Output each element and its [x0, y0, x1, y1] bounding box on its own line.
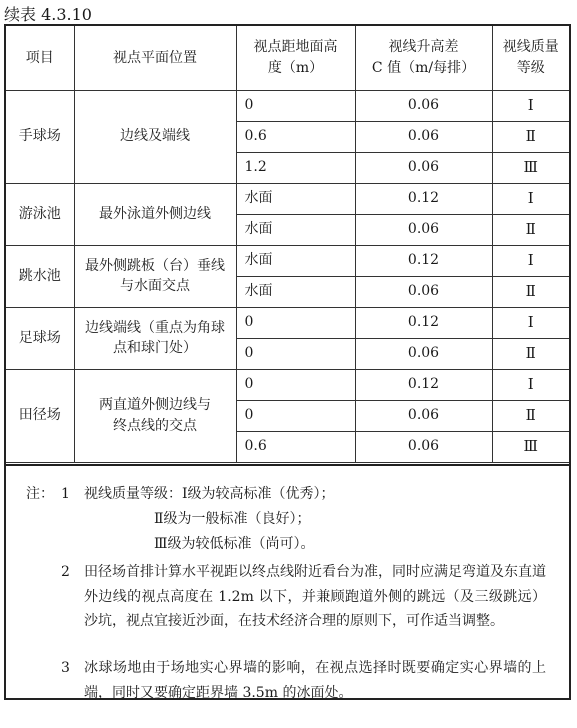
note-1-line3: Ⅲ级为较低标准（尚可）。: [154, 536, 315, 552]
position-cell: 最外泳道外侧边线: [74, 183, 236, 245]
note-1-number: 1: [61, 486, 70, 502]
grade-cell: Ⅱ: [492, 214, 569, 245]
grade-cell: Ⅱ: [492, 276, 569, 307]
grade-cell: Ⅱ: [492, 121, 569, 152]
header-height: 视点距地面高度（m）: [236, 26, 355, 90]
grade-cell: Ⅲ: [492, 152, 569, 183]
header-quality: 视线质量等级: [492, 26, 569, 90]
venue-cell: 田径场: [6, 369, 74, 462]
c-value-cell: 0.06: [355, 276, 492, 307]
c-value-cell: 0.12: [355, 183, 492, 214]
note-2-text: 田径场首排计算水平视距以终点线附近看台为准，同时应满足弯道及东直道外边线的视点高度在 1.2m 以下，并兼顾跑道外侧的跳远（及三级跳远）沙坑，视点宜接近沙面，在技术经济合理的原则下，可作适当调整。: [84, 564, 546, 629]
grade-cell: Ⅲ: [492, 431, 569, 462]
height-cell: 0: [236, 400, 355, 431]
notes-section: [6, 464, 569, 702]
grade-cell: Ⅰ: [492, 183, 569, 214]
c-value-cell: 0.06: [355, 214, 492, 245]
grade-cell: Ⅰ: [492, 245, 569, 276]
c-value-cell: 0.06: [355, 90, 492, 121]
height-cell: 0: [236, 369, 355, 400]
header-row: [6, 26, 569, 90]
c-value-cell: 0.12: [355, 307, 492, 338]
height-cell: 0: [236, 338, 355, 369]
header-c-value-line1: 视线升高差: [388, 39, 459, 56]
grade-cell: Ⅱ: [492, 400, 569, 431]
sightline-table: [6, 26, 569, 463]
height-cell: 0: [236, 307, 355, 338]
height-cell: 水面: [236, 276, 355, 307]
header-item: 项目: [6, 26, 74, 90]
note-1-line2: Ⅱ级为一般标准（良好）；: [154, 511, 311, 527]
sightline-table-frame: [4, 24, 571, 700]
height-cell: 0.6: [236, 431, 355, 462]
venue-cell: 手球场: [6, 90, 74, 183]
table-caption: 续表 4.3.10: [4, 5, 92, 24]
venue-cell: 足球场: [6, 307, 74, 369]
height-cell: 1.2: [236, 152, 355, 183]
c-value-cell: 0.06: [355, 431, 492, 462]
height-cell: 水面: [236, 183, 355, 214]
note-1-line1: 视线质量等级：Ⅰ级为较高标准（优秀）；: [84, 486, 335, 502]
position-cell: 边线端线（重点为角球点和球门处）: [74, 307, 236, 369]
table-row: [6, 307, 569, 338]
table-row: [6, 90, 569, 121]
note-3-text: 冰球场地由于场地实心界墙的影响，在视点选择时既要确定实心界墙的上端，同时又要确定距界墙 3.5m 的冰面处。: [84, 660, 546, 701]
c-value-cell: 0.06: [355, 338, 492, 369]
height-cell: 水面: [236, 214, 355, 245]
c-value-cell: 0.12: [355, 245, 492, 276]
height-cell: 水面: [236, 245, 355, 276]
venue-cell: 游泳池: [6, 183, 74, 245]
header-c-value: [355, 26, 492, 90]
grade-cell: Ⅰ: [492, 369, 569, 400]
c-value-cell: 0.06: [355, 400, 492, 431]
header-position: 视点平面位置: [74, 26, 236, 90]
position-cell: 最外侧跳板（台）垂线与水面交点: [74, 245, 236, 307]
grade-cell: Ⅱ: [492, 338, 569, 369]
table-row: [6, 183, 569, 214]
position-cell: 边线及端线: [74, 90, 236, 183]
venue-cell: 跳水池: [6, 245, 74, 307]
c-value-cell: 0.06: [355, 121, 492, 152]
note-2-number: 2: [61, 564, 70, 580]
header-c-value-line2: C 值（m/每排）: [371, 59, 476, 76]
grade-cell: Ⅰ: [492, 90, 569, 121]
table-row: [6, 369, 569, 400]
note-3-number: 3: [61, 660, 70, 676]
height-cell: 0.6: [236, 121, 355, 152]
c-value-cell: 0.06: [355, 152, 492, 183]
position-cell: 两直道外侧边线与终点线的交点: [74, 369, 236, 462]
c-value-cell: 0.12: [355, 369, 492, 400]
height-cell: 0: [236, 90, 355, 121]
grade-cell: Ⅰ: [492, 307, 569, 338]
notes-label: 注：: [26, 486, 54, 502]
table-row: [6, 245, 569, 276]
